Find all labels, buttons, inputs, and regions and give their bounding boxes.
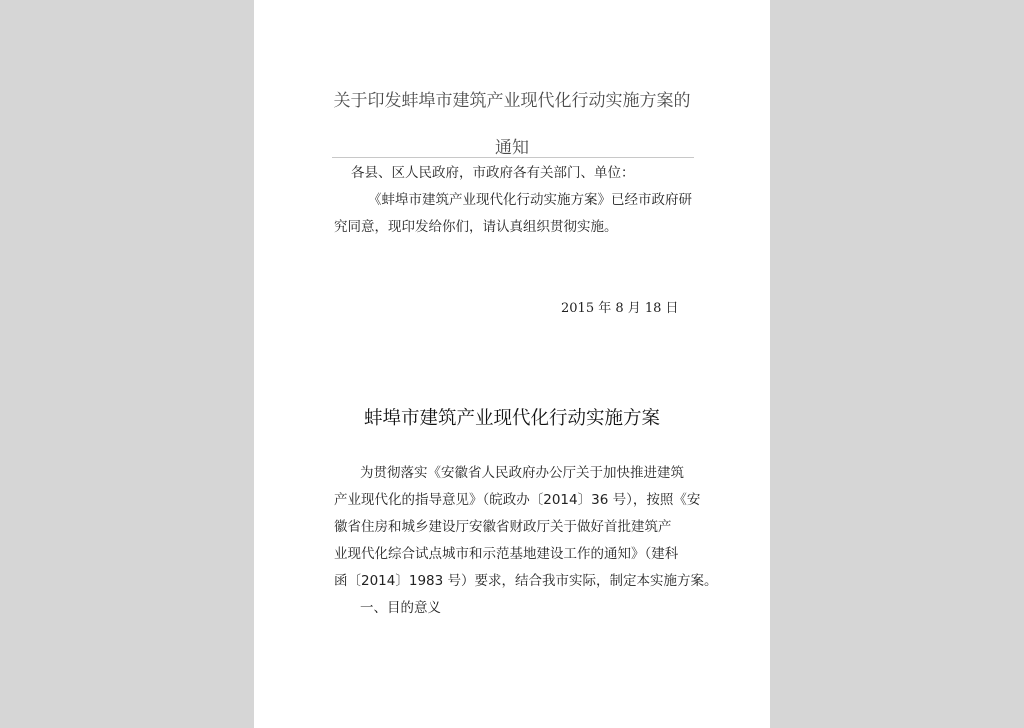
notice-title-line-1: 关于印发蚌埠市建筑产业现代化行动实施方案的 — [333, 91, 691, 111]
notice-title-line-2: 通知 — [495, 138, 529, 158]
plan-body-line-1: 为贯彻落实《安徽省人民政府办公厅关于加快推进建筑 — [360, 465, 684, 481]
notice-date: 2015 年 8 月 18 日 — [561, 301, 679, 316]
document-page — [254, 0, 770, 728]
notice-addressee: 各县、区人民政府，市政府各有关部门、单位： — [351, 165, 635, 181]
notice-body-line-1: 《蚌埠市建筑产业现代化行动实施方案》已经市政府研 — [368, 192, 692, 208]
plan-body-line-5: 函〔2014〕1983 号）要求，结合我市实际，制定本实施方案。 — [334, 573, 718, 589]
plan-title: 蚌埠市建筑产业现代化行动实施方案 — [363, 408, 660, 429]
plan-body-line-3: 徽省住房和城乡建设厅安徽省财政厅关于做好首批建筑产 — [334, 519, 672, 535]
plan-body-line-4: 业现代化综合试点城市和示范基地建设工作的通知》（建科 — [334, 546, 679, 562]
notice-body-line-2: 究同意，现印发给你们，请认真组织贯彻实施。 — [334, 219, 618, 235]
plan-body-line-2: 产业现代化的指导意见》（皖政办〔2014〕36 号），按照《安 — [334, 492, 701, 508]
title-divider — [332, 157, 694, 158]
plan-section-heading: 一、目的意义 — [360, 600, 441, 616]
